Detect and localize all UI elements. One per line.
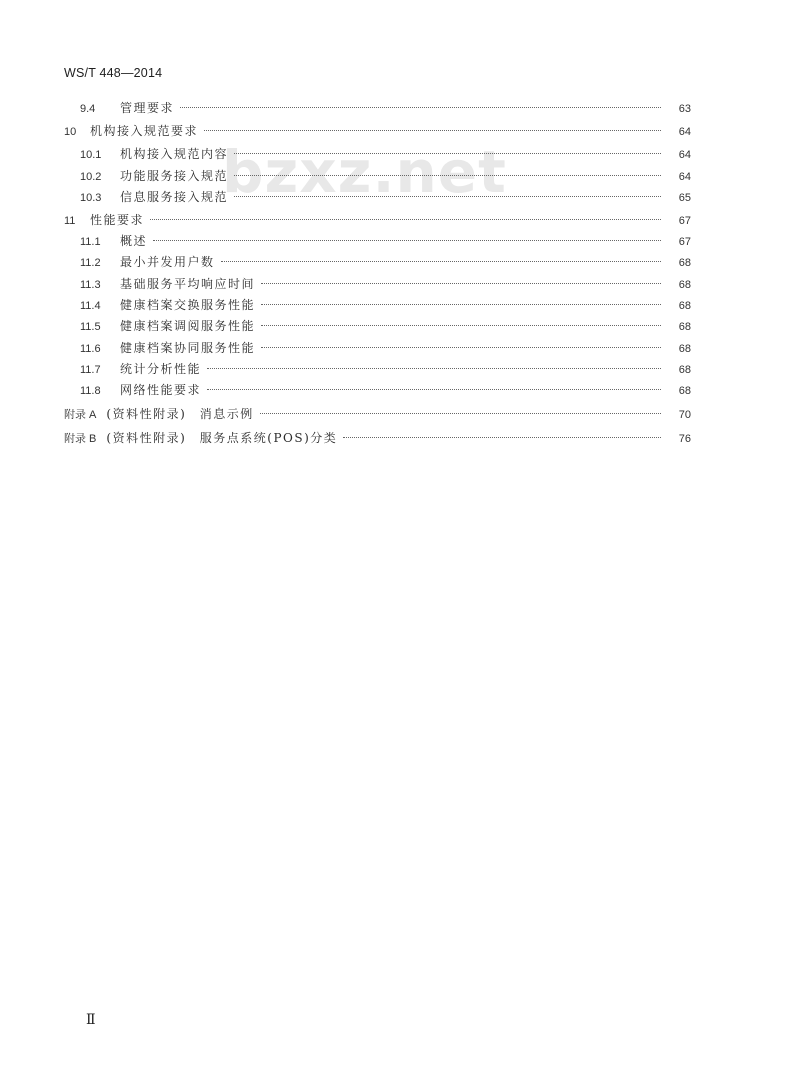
toc-entry-appendix-b[interactable] [64, 428, 691, 448]
toc-entry-11-6[interactable] [80, 338, 691, 358]
toc-entry-11-5[interactable] [80, 316, 691, 336]
toc-entry-title: 基础服务平均响应时间 [120, 277, 256, 291]
toc-entry-page: 68 [678, 257, 691, 269]
toc-dot-leader [234, 195, 661, 197]
toc-entry-title: 网络性能要求 [120, 383, 202, 397]
toc-entry-number: 附录 B [64, 433, 97, 445]
toc-entry-10-3[interactable] [80, 187, 691, 207]
toc-entry-title: 功能服务接入规范 [120, 169, 229, 183]
toc-dot-leader [153, 239, 661, 241]
toc-entry-11-7[interactable] [80, 359, 691, 379]
toc-entry-number: 10.1 [80, 149, 102, 161]
toc-entry-9-4[interactable] [80, 98, 691, 118]
toc-entry-number: 11.7 [80, 364, 101, 376]
toc-entry-page: 67 [678, 215, 691, 227]
toc-entry-number: 11.4 [80, 300, 101, 312]
toc-entry-title: (资料性附录) 消息示例 [106, 407, 254, 421]
toc-entry-number: 11.3 [80, 279, 101, 291]
toc-entry-title: 统计分析性能 [120, 362, 202, 376]
toc-entry-page: 68 [678, 343, 691, 355]
toc-entry-number: 10.2 [80, 171, 102, 183]
toc-entry-title: (资料性附录) 服务点系统(POS)分类 [106, 431, 338, 445]
toc-entry-11-3[interactable] [80, 274, 691, 294]
toc-entry-title: 健康档案协同服务性能 [120, 341, 256, 355]
toc-entry-page: 68 [678, 279, 691, 291]
toc-entry-page: 70 [678, 409, 691, 421]
toc-entry-page: 64 [678, 171, 691, 183]
toc-dot-leader [261, 303, 661, 305]
toc-entry-number: 11.5 [80, 321, 101, 333]
page-number: Ⅱ [86, 1012, 96, 1028]
toc-dot-leader [234, 152, 661, 154]
toc-entry-11[interactable] [64, 210, 691, 230]
toc-dot-leader [261, 324, 661, 326]
toc-entry-title: 健康档案调阅服务性能 [120, 319, 256, 333]
toc-dot-leader [204, 129, 661, 131]
toc-entry-title: 机构接入规范内容 [120, 147, 229, 161]
toc-entry-number: 11.8 [80, 385, 101, 397]
toc-entry-number: 11.6 [80, 343, 101, 355]
toc-dot-leader [343, 436, 661, 438]
toc-entry-number: 附录 A [64, 409, 97, 421]
toc-entry-page: 68 [678, 364, 691, 376]
toc-dot-leader [221, 260, 661, 262]
toc-entry-page: 68 [678, 300, 691, 312]
toc-entry-title: 管理要求 [120, 101, 175, 115]
toc-entry-11-2[interactable] [80, 252, 691, 272]
toc-entry-10-1[interactable] [80, 144, 691, 164]
toc-entry-title: 机构接入规范要求 [90, 124, 199, 138]
document-code-header: WS/T 448—2014 [64, 66, 163, 80]
toc-entry-page: 68 [678, 321, 691, 333]
toc-entry-title: 概述 [120, 234, 148, 248]
toc-entry-appendix-a[interactable] [64, 404, 691, 424]
toc-entry-number: 9.4 [80, 103, 96, 115]
toc-dot-leader [207, 388, 661, 390]
toc-entry-page: 67 [678, 236, 691, 248]
toc-entry-page: 64 [678, 149, 691, 161]
toc-entry-10-2[interactable] [80, 166, 691, 186]
toc-entry-page: 65 [678, 192, 691, 204]
toc-entry-number: 10.3 [80, 192, 102, 204]
watermark: bzxz.net [222, 138, 507, 206]
toc-dot-leader [260, 412, 661, 414]
toc-entry-page: 76 [678, 433, 691, 445]
toc-dot-leader [180, 106, 661, 108]
toc-dot-leader [261, 346, 661, 348]
toc-entry-number: 11 [64, 215, 76, 227]
toc-entry-title: 信息服务接入规范 [120, 190, 229, 204]
toc-entry-11-8[interactable] [80, 380, 691, 400]
toc-entry-number: 11.1 [80, 236, 101, 248]
toc-entry-page: 63 [678, 103, 691, 115]
toc-dot-leader [150, 218, 661, 220]
toc-entry-11-4[interactable] [80, 295, 691, 315]
toc-entry-page: 64 [678, 126, 691, 138]
toc-entry-page: 68 [678, 385, 691, 397]
toc-entry-title: 性能要求 [90, 213, 145, 227]
toc-entry-title: 最小并发用户数 [120, 255, 215, 269]
toc-dot-leader [234, 174, 661, 176]
toc-entry-title: 健康档案交换服务性能 [120, 298, 256, 312]
toc-entry-number: 10 [64, 126, 77, 138]
toc-dot-leader [261, 282, 661, 284]
toc-entry-10[interactable] [64, 121, 691, 141]
toc-dot-leader [207, 367, 661, 369]
toc-entry-11-1[interactable] [80, 231, 691, 251]
toc-entry-number: 11.2 [80, 257, 101, 269]
